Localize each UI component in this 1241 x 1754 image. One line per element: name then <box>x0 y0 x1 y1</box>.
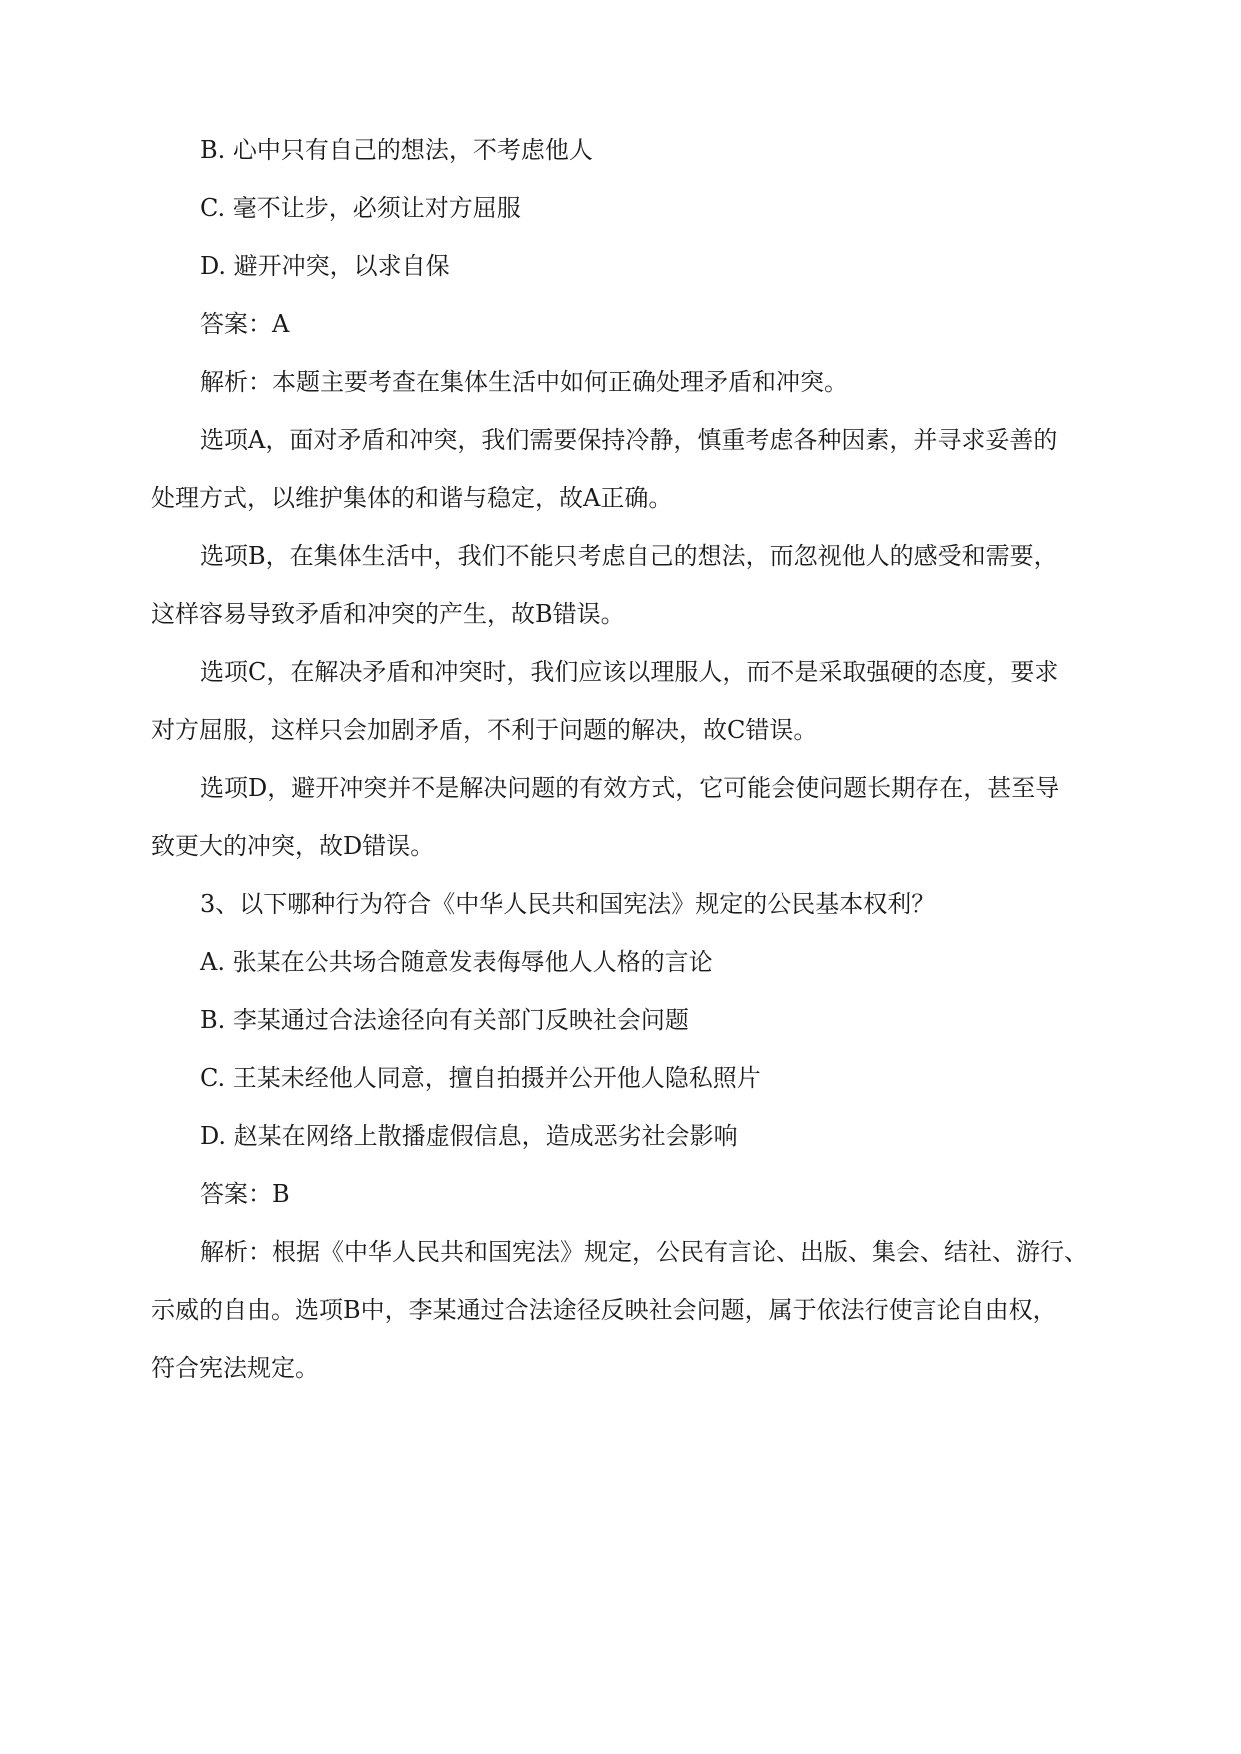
option-c-line: C. 毫不让步，必须让对方屈服 <box>200 194 521 222</box>
analysis-option-a-line2: 处理方式，以维护集体的和谐与稳定，故A正确。 <box>151 484 673 512</box>
q3-analysis-line1: 解析：根据《中华人民共和国宪法》规定，公民有言论、出版、集会、结社、游行、 <box>200 1238 1088 1266</box>
option-b-line: B. 心中只有自己的想法，不考虑他人 <box>200 136 593 164</box>
answer-line: 答案：A <box>200 310 290 338</box>
q3-analysis-line3: 符合宪法规定。 <box>151 1354 319 1382</box>
analysis-option-c-line2: 对方屈服，这样只会加剧矛盾，不利于问题的解决，故C错误。 <box>151 716 818 744</box>
analysis-option-d-line2: 致更大的冲突，故D错误。 <box>151 832 435 860</box>
q3-option-d-line: D. 赵某在网络上散播虚假信息，造成恶劣社会影响 <box>200 1122 738 1150</box>
analysis-option-c-line1: 选项C，在解决矛盾和冲突时，我们应该以理服人，而不是采取强硬的态度，要求 <box>200 658 1059 686</box>
question-3-line: 3、以下哪种行为符合《中华人民共和国宪法》规定的公民基本权利？ <box>200 890 936 918</box>
q3-option-b-line: B. 李某通过合法途径向有关部门反映社会问题 <box>200 1006 689 1034</box>
analysis-line: 解析：本题主要考查在集体生活中如何正确处理矛盾和冲突。 <box>200 368 848 396</box>
q3-answer-line: 答案：B <box>200 1180 290 1208</box>
q3-analysis-line2: 示威的自由。选项B中，李某通过合法途径反映社会问题，属于依法行使言论自由权， <box>151 1296 1057 1324</box>
analysis-option-d-line1: 选项D，避开冲突并不是解决问题的有效方式，它可能会使问题长期存在，甚至导 <box>200 774 1060 802</box>
q3-option-c-line: C. 王某未经他人同意，擅自拍摄并公开他人隐私照片 <box>200 1064 761 1092</box>
q3-option-a-line: A. 张某在公共场合随意发表侮辱他人人格的言论 <box>200 948 713 976</box>
analysis-option-b-line2: 这样容易导致矛盾和冲突的产生，故B错误。 <box>151 600 625 628</box>
option-d-line: D. 避开冲突，以求自保 <box>200 252 450 280</box>
analysis-option-a-line1: 选项A，面对矛盾和冲突，我们需要保持冷静，慎重考虑各种因素，并寻求妥善的 <box>200 426 1058 454</box>
analysis-option-b-line1: 选项B，在集体生活中，我们不能只考虑自己的想法，而忽视他人的感受和需要， <box>200 542 1058 570</box>
